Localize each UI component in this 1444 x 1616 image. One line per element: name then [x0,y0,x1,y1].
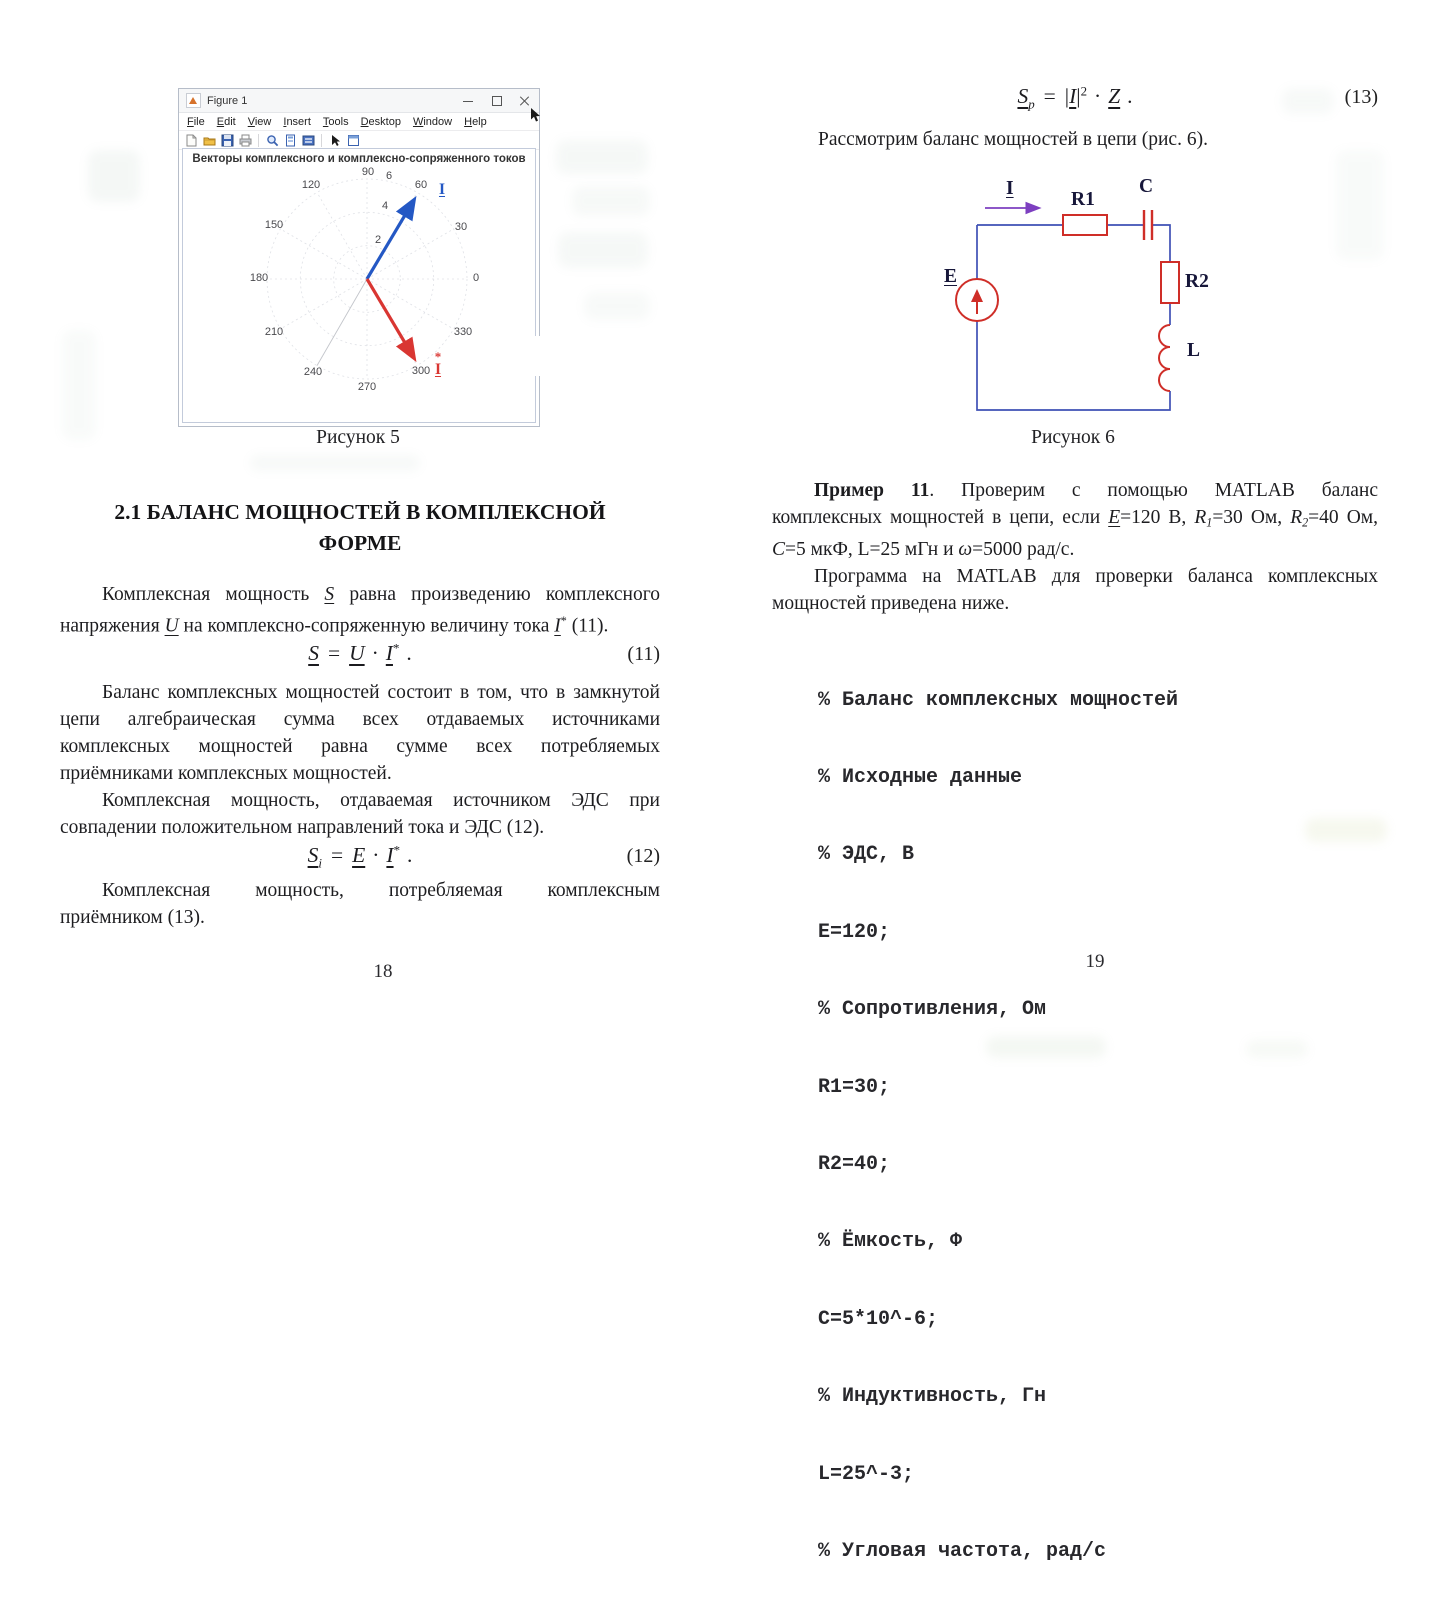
text-segment: R [1290,507,1303,528]
eq-superscript: * [392,641,400,656]
intro-line: Рассмотрим баланс мощностей в цепи (рис. 6). [818,129,1208,150]
eq-var: Z [1108,84,1121,108]
code-line: % ЭДС, В [818,843,915,867]
body-line: Комплексная мощность, отдаваемая источником ЭДС при [102,790,660,811]
eq-var: I [1069,84,1077,108]
text-segment: 1 [1206,515,1213,530]
text-segment: . Проверим с помощью MATLAB баланс [929,480,1378,501]
theta-label-150: 150 [264,219,284,231]
eq-abs-bar: | [1076,84,1081,108]
theta-label-90: 90 [361,166,375,178]
eq-op: · [1094,84,1102,108]
plot-title: Векторы комплексного и комплексно-сопряженного токов [192,153,526,165]
menu-edit[interactable]: Edit [216,115,236,128]
eq-subscript: i [318,856,322,871]
section-heading-line2: ФОРМЕ [318,531,402,555]
maximize-icon[interactable] [491,95,502,106]
eq-var: S [1017,84,1029,108]
scan-artifact [1305,818,1387,842]
code-line: E=120; [818,920,891,944]
text-segment: на комплексно-сопряженную величину тока [178,615,555,637]
eq-op: = [1043,84,1056,108]
figure-window-title: Figure 1 [207,94,248,107]
equation-number: (13) [1344,86,1378,108]
text-segment: S [324,584,335,605]
figure-title-bar [179,89,539,113]
close-icon[interactable] [519,95,530,106]
eq-var: S [307,843,319,867]
body-line: совпадении положительном направлений тока и ЭДС (12). [60,817,545,838]
text-segment: * [560,614,567,628]
page-number-18: 18 [373,961,393,982]
circuit-c-label: C [1139,176,1154,197]
code-line: R1=30; [818,1075,891,1099]
paragraph-4 [60,877,660,931]
body-line: приёмниками комплексных мощностей. [60,763,392,784]
text-segment: (11). [566,615,609,637]
r-label-2: 2 [374,234,382,246]
theta-label-330: 330 [453,326,473,338]
text-segment: C [772,539,786,561]
menu-insert[interactable]: Insert [283,115,311,128]
matlab-figure-window [178,88,540,427]
menu-window[interactable]: Window [412,115,453,128]
equation-13 [772,84,1378,118]
body-line: цепи алгебраическая сумма всех отдаваемых источниками [60,709,660,730]
edit-plot-icon[interactable] [328,133,342,147]
text-segment: Пример 11 [814,480,930,501]
circuit-source-label: E [944,266,958,287]
theta-label-270: 270 [357,381,377,393]
code-line: C=5*10^-6; [818,1307,939,1331]
body-line [772,504,1378,536]
eq-superscript: * [393,843,401,858]
vector-label-I-conjugate: I [434,361,442,378]
text-segment: =5000 рад/с. [972,539,1075,561]
vector-label-I: I [438,181,446,198]
eq-op: . [406,641,412,665]
eq-op: = [330,843,344,867]
eq-op: . [407,843,413,867]
menu-file[interactable]: File [187,115,205,128]
colorbar-icon[interactable] [283,133,297,147]
zoom-tool-icon[interactable] [265,133,279,147]
body-line: приёмником (13). [60,907,205,928]
page-number-19: 19 [1085,951,1105,972]
code-line: % Баланс комплексных мощностей [818,688,1179,712]
body-line [60,581,660,608]
matlab-figure-icon [186,93,201,108]
theta-label-60: 60 [414,179,428,191]
theta-label-120: 120 [301,179,321,191]
body-line: мощностей приведена ниже. [772,593,1010,615]
mouse-cursor-icon [530,108,542,123]
code-line: % Исходные данные [818,765,1023,789]
open-file-icon[interactable] [202,133,216,147]
body-line [772,536,1378,563]
circuit-current-label: I [1006,178,1014,199]
scan-artifact [1336,150,1384,260]
save-figure-icon[interactable] [220,133,234,147]
figure5-caption: Рисунок 5 [316,427,400,448]
eq-var: S [308,641,319,665]
section-heading-line1: 2.1 БАЛАНС МОЩНОСТЕЙ В КОМПЛЕКСНОЙ [114,500,606,524]
text-segment: комплексных мощностей в цепи, если [772,507,1109,528]
equation-number: (12) [626,845,660,867]
eq-op: · [372,843,380,867]
theta-label-180: 180 [249,272,269,284]
text-segment: =30 Ом, [1212,507,1291,528]
equation-12 [60,843,660,877]
code-line: % Индуктивность, Гн [818,1385,1047,1409]
code-line: R2=40; [818,1152,891,1176]
body-line: Программа на MATLAB для проверки баланса комплексных [814,566,1378,588]
text-segment: E [1108,507,1121,528]
section-heading [60,497,660,559]
theta-label-240: 240 [303,366,323,378]
code-line: % Сопротивления, Ом [818,998,1047,1022]
text-segment: Комплексная мощность [102,584,325,605]
theta-label-300: 300 [411,365,431,377]
text-segment: 2 [1302,515,1309,530]
paragraph-2 [60,679,660,787]
eq-op: = [327,641,341,665]
theta-label-0: 0 [472,272,480,284]
scan-artifact [88,150,140,202]
scan-artifact [556,140,648,174]
menu-desktop[interactable]: Desktop [360,115,401,128]
text-segment: равна произведению комплексного [334,584,661,605]
eq-var: I [386,843,394,867]
scan-artifact [558,232,648,268]
legend-icon[interactable] [301,133,315,147]
body-line [60,608,660,640]
code-line: % Угловая частота, рад/с [818,1539,1107,1563]
circuit-r2-label: R2 [1185,271,1209,292]
theta-label-210: 210 [264,326,284,338]
minimize-icon[interactable] [463,95,474,106]
menu-help[interactable]: Help [464,115,487,128]
scan-artifact [1246,1040,1308,1058]
scan-artifact [584,292,650,320]
text-segment: ω [958,539,973,561]
scan-white-patch [527,336,549,376]
text-segment: =40 Ом, [1308,507,1378,528]
text-segment: U [164,615,179,637]
example-paragraph [772,477,1378,617]
paragraph-1 [60,581,660,640]
eq-var: I [385,641,393,665]
body-line: Комплексная мощность, потребляемая комплексным [102,880,660,901]
code-line: L=25^-3; [818,1462,915,1486]
r-label-4: 4 [381,200,389,212]
text-segment: I [554,615,561,637]
eq-superscript: 2 [1080,84,1088,99]
scan-artifact [250,455,420,471]
text-segment: =5 мкФ, L=25 мГн и [785,539,959,561]
menu-tools[interactable]: Tools [322,115,349,128]
circuit-r1-label: R1 [1071,189,1095,210]
matlab-code-block [818,636,1178,1616]
window-controls [463,95,530,106]
toolbar-separator [258,134,259,147]
eq-var: U [349,641,365,665]
code-line: % Ёмкость, Ф [818,1230,963,1254]
equation-number: (11) [627,643,660,665]
body-line: комплексных мощностей равна сумме всех потребляемых [60,736,660,757]
eq-op: . [1127,84,1133,108]
eq-subscript: p [1028,97,1035,112]
eq-var: E [352,843,366,867]
text-segment: =120 В, [1120,507,1195,528]
eq-abs-bar: | [1064,84,1070,108]
scan-artifact [572,186,650,216]
new-figure-icon[interactable] [184,133,198,147]
conjugate-star: * [434,349,442,364]
paragraph-3 [60,787,660,841]
figure-menu-bar [179,113,539,131]
theta-label-30: 30 [454,221,468,233]
toolbar-separator [321,134,322,147]
plot-canvas [182,148,536,423]
body-line: Баланс комплексных мощностей состоит в том, что в замкнутой [102,682,660,703]
body-line [772,477,1378,504]
figure6-caption: Рисунок 6 [1031,427,1115,448]
print-figure-icon[interactable] [238,133,252,147]
text-segment: R [1194,507,1207,528]
scan-artifact [62,330,96,440]
menu-view[interactable]: View [247,115,272,128]
r-label-6: 6 [385,170,393,182]
text-segment: напряжения [60,615,165,637]
property-inspector-icon[interactable] [346,133,360,147]
equation-11 [60,641,660,675]
eq-op: · [371,641,379,665]
circuit-l-label: L [1187,340,1201,361]
